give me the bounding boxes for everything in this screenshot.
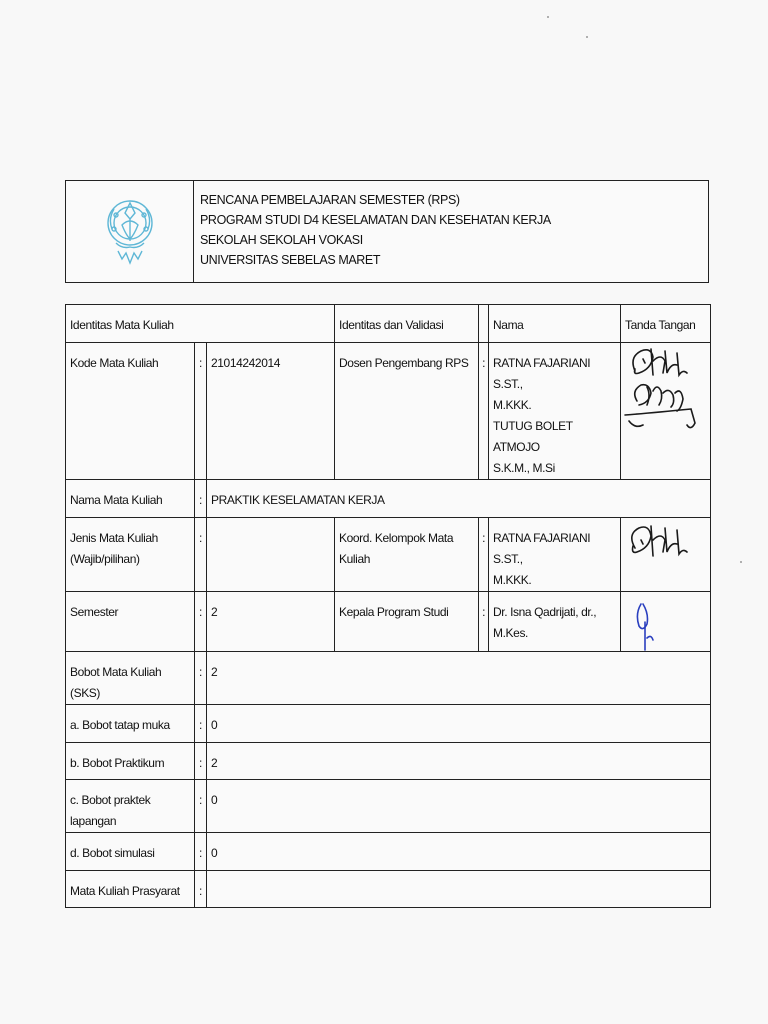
nama-mk-value: PRAKTIK KESELAMATAN KERJA: [207, 480, 711, 518]
uns-university-seal-icon: [102, 189, 158, 269]
table-row: [66, 743, 711, 780]
table-row: [66, 652, 711, 705]
koord-kelompok-label: Koord. Kelompok Mata Kuliah: [335, 518, 479, 592]
header-title-rps: RENCANA PEMBELAJARAN SEMESTER (RPS): [200, 193, 460, 207]
colon: :: [195, 743, 207, 780]
name-line: RATNA FAJARIANI S.ST.,: [493, 531, 591, 566]
colon: :: [195, 705, 207, 743]
header-nama: Nama: [489, 305, 621, 343]
scan-speck: [586, 36, 588, 38]
dosen-pengembang-names: [489, 343, 621, 480]
kode-value: 21014242014: [207, 343, 335, 480]
label-line: (Wajib/pilihan): [70, 552, 140, 566]
table-row: [66, 343, 711, 480]
kode-label: Kode Mata Kuliah: [66, 343, 195, 480]
table-header-row: [66, 305, 711, 343]
tatap-muka-value: 0: [207, 705, 711, 743]
colon: :: [479, 343, 489, 480]
jenis-mk-label: [66, 518, 195, 592]
header-identitas-validasi: Identitas dan Validasi: [335, 305, 479, 343]
praktikum-label: b. Bobot Praktikum: [66, 743, 195, 780]
handwritten-signature-blue-icon: [621, 592, 709, 652]
jenis-mk-value: [207, 518, 335, 592]
name-line: TUTUG BOLET ATMOJO: [493, 419, 573, 454]
table-row: [66, 518, 711, 592]
table-row: [66, 480, 711, 518]
prasyarat-label: Mata Kuliah Prasyarat: [66, 871, 195, 908]
colon: :: [195, 480, 207, 518]
semester-value: 2: [207, 592, 335, 652]
colon: :: [479, 518, 489, 592]
colon: :: [195, 518, 207, 592]
colon: :: [195, 833, 207, 871]
kepala-prodi-label: Kepala Program Studi: [335, 592, 479, 652]
header-school: SEKOLAH SEKOLAH VOKASI: [200, 233, 363, 247]
simulasi-value: 0: [207, 833, 711, 871]
table-row: [66, 871, 711, 908]
name-line: RATNA FAJARIANI S.ST.,: [493, 356, 591, 391]
header-program-studi: PROGRAM STUDI D4 KESELAMATAN DAN KESEHATAN KERJA: [200, 213, 551, 227]
header-title-block: [200, 190, 551, 270]
colon: :: [195, 780, 207, 833]
praktek-lapangan-label: c. Bobot praktek lapangan: [66, 780, 195, 833]
semester-label: Semester: [66, 592, 195, 652]
header-spacer: [479, 305, 489, 343]
colon: :: [479, 592, 489, 652]
handwritten-signature-icon: [621, 343, 709, 445]
bobot-sks-value: 2: [207, 652, 711, 705]
name-line: M.Kes.: [493, 626, 528, 640]
scan-speck: [547, 16, 549, 18]
name-line: Dr. Isna Qadrijati, dr.,: [493, 605, 597, 619]
tatap-muka-label: a. Bobot tatap muka: [66, 705, 195, 743]
handwritten-signature-icon: [621, 518, 709, 578]
simulasi-label: d. Bobot simulasi: [66, 833, 195, 871]
table-row: [66, 592, 711, 652]
signature-cell: [621, 592, 711, 652]
header-identitas-mata-kuliah: Identitas Mata Kuliah: [66, 305, 335, 343]
colon: :: [195, 343, 207, 480]
table-row: [66, 705, 711, 743]
praktikum-value: 2: [207, 743, 711, 780]
signature-cell: [621, 518, 711, 592]
colon: :: [195, 871, 207, 908]
dosen-pengembang-label: Dosen Pengembang RPS: [335, 343, 479, 480]
bobot-sks-label: Bobot Mata Kuliah (SKS): [66, 652, 195, 705]
colon: :: [195, 652, 207, 705]
colon: :: [195, 592, 207, 652]
nama-mk-label: Nama Mata Kuliah: [66, 480, 195, 518]
kepala-prodi-names: [489, 592, 621, 652]
table-row: [66, 780, 711, 833]
header-university: UNIVERSITAS SEBELAS MARET: [200, 253, 381, 267]
scan-speck: [740, 561, 742, 563]
koord-kelompok-names: [489, 518, 621, 592]
prasyarat-value: [207, 871, 711, 908]
logo-cell: [66, 181, 194, 282]
name-line: M.KKK.: [493, 398, 532, 412]
header-tanda-tangan: Tanda Tangan: [621, 305, 711, 343]
praktek-lapangan-value: 0: [207, 780, 711, 833]
name-line: M.KKK.: [493, 573, 532, 587]
name-line: S.K.M., M.Si: [493, 461, 555, 475]
label-line: Jenis Mata Kuliah: [70, 531, 158, 545]
document-header: [65, 180, 709, 283]
signature-cell: [621, 343, 711, 480]
rps-identity-table: [65, 304, 711, 908]
table-row: [66, 833, 711, 871]
